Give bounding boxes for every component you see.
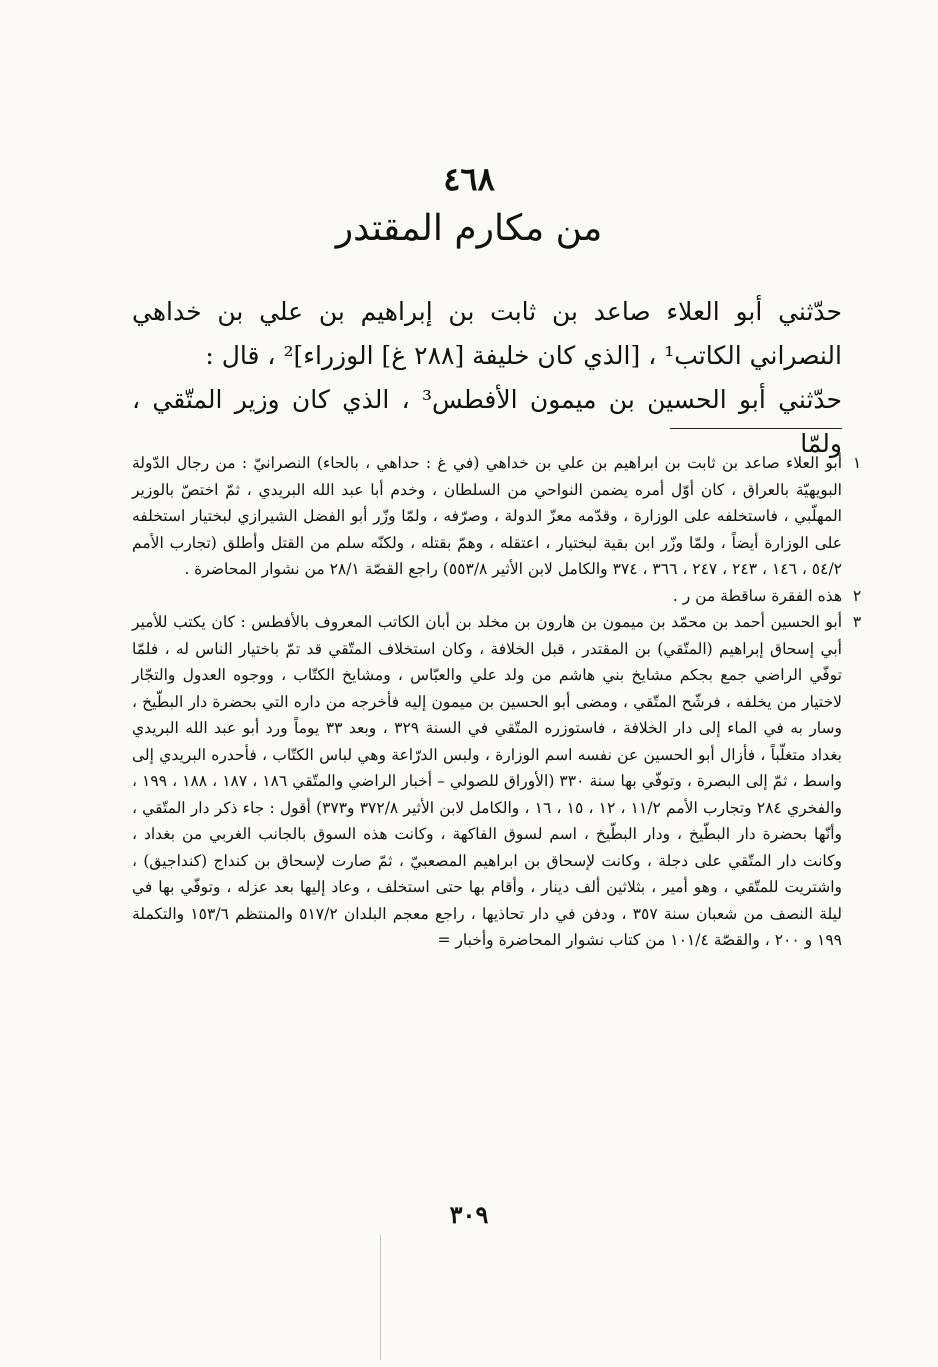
footnote: [132, 609, 872, 954]
footnote-text: هذه الفقرة ساقطة من ر .: [672, 586, 842, 605]
footnote-number: ٣: [852, 613, 862, 631]
page-number: ٣٠٩: [449, 1200, 489, 1229]
footnote-text: أبو العلاء صاعد بن ثابت بن ابراهيم بن علي بن خداهي (في غ : حداهي ، بالحاء) النصرانيّ : من رجال الدّولة البويهيّة بالعراق ، كان أوّل أمره يضمن النواحي من السلطان ، وخدم أبا عبد الله البريدي ، ثمّ اختصّ بالوزير المهلّبي ، فاستخلفه على الوزارة ، وقدّمه معزّ الدولة ، وصرّفه ، ولمّا وزّر أبو الفضل الشيرازي لبختيار استخلفه على الوزارة أيضاً ، ولمّا وزّر ابن بقية لبختيار ، اعتقله ، وهمّ بقتله ، ولكنّه سلم من القتل وأطلق (تجارب الأمم ٥٤/٢ ، ١٤٦ ، ٢٤٣ ، ٢٤٧ ، ٣٦٦ ، ٣٧٤ والكامل لابن الأثير ٥٥٣/٨) راجع القصّة ٢٨/١ من نشوار المحاضرة .: [132, 454, 842, 578]
story-number: ٤٦٨: [443, 160, 495, 198]
footnote-divider: [670, 428, 842, 429]
footnote-number: ١: [852, 454, 862, 472]
paragraph: حدّثني أبو الحسين بن ميمون الأفطس³ ، الذي كان وزير المتّقي ، ولمّا: [132, 385, 842, 458]
main-text: [132, 290, 842, 466]
footnote-number: ٢: [852, 586, 862, 605]
footnote: [132, 450, 872, 583]
footnote-text: أبو الحسين أحمد بن محمّد بن ميمون بن هارون بن مخلد بن أبان الكاتب المعروف بالأفطس : كان يكتب للأمير أبي إسحاق إبراهيم (المتّقي) بن المقتدر ، قبل الخلافة ، وكان استخلاف المتّقي قد تمّ باختيار الناس له ، فلمّا توفّي الراضي جمع بجكم مشايخ بني هاشم من ولد علي والعبّاس ، ومشايخ الكتّاب ، ووجوه العدول والتجّار لاختيار من يخلفه ، فرشّح المتّقي ، ومضى أبو الحسين بن ميمون إليه فأخرجه من داره التي بحضرة دار البطّيخ ، وسار به في الماء إلى دار الخلافة ، فاستوزره المتّقي في السنة ٣٢٩ ، وبعد ٣٣ يوماً ورد أبو عبد الله البريدي بغداد متغلّباً ، فأزال أبو الحسين عن نفسه اسم الوزارة ، ولبس الدرّاعة وهي لباس الكتّاب ، فأحدره البريدي إلى واسط ، ثمّ إلى البصرة ، وتوفّي بها سنة ٣٣٠ (الأوراق للصولي – أخبار الراضي والمتّقي ١٨٦ ، ١٨٧ ، ١٨٨ ، ١٩٩ ، والفخري ٢٨٤ وتجارب الأمم ١١/٢ ، ١٢ ، ١٥ ، ١٦ ، والكامل لابن الأثير ٣٧٢/٨ و٣٧٣) أقول : جاء ذكر دار المتّقي ، وأنّها بحضرة دار البطّيخ ، ودار البطّيخ ، اسم لسوق الفاكهة ، وكانت هذه السوق بالجانب الغربي من بغداد ، وكانت دار المتّقي على دجلة ، وكانت لإسحاق بن ابراهيم المصعبيّ ، ثمّ صارت لإسحاق بن كنداج (كنداجيق) ، واشتريت للمتّقي ، وهو أمير ، بثلاثين ألف دينار ، وأقام بها حتى استخلف ، وعاد إليها بعد عزله ، وتوفّي بها في ليلة النصف من شعبان سنة ٣٥٧ ، ودفن في دار تحاذيها ، راجع معجم البلدان ٥١٧/٢ والمنتظم ١٥٣/٦ والتكملة ١٩٩ و ٢٠٠ ، والقصّة ١٠١/٤ من كتاب نشوار المحاضرة وأخبار =: [132, 613, 842, 949]
paragraph: حدّثني أبو العلاء صاعد بن ثابت بن إبراهيم بن علي بن خداهي النصراني الكاتب¹ ، [الذي كان خليفة [٢٨٨ غ] الوزراء]² ، قال :: [132, 297, 842, 370]
page-crease: [380, 1235, 381, 1360]
footnote: [132, 583, 872, 610]
story-title: من مكارم المقتدر: [335, 208, 603, 249]
footnotes: [132, 450, 872, 954]
